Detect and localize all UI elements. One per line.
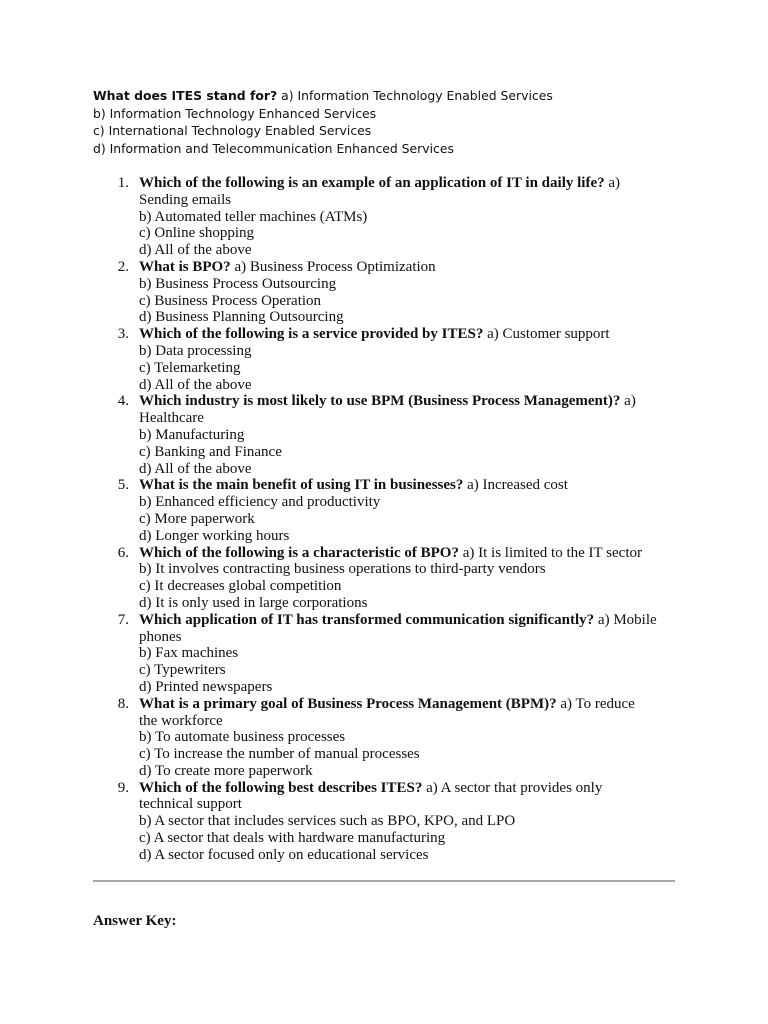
question-number: 9.: [117, 779, 129, 796]
question-item: [93, 175, 693, 259]
option-line: c) Telemarketing: [139, 359, 241, 376]
question-text: What is the main benefit of using IT in businesses?: [139, 477, 464, 494]
question-text: Which of the following is a characteristic of BPO?: [139, 544, 459, 561]
option-a: a) To reduce: [560, 695, 635, 712]
option-a: a) Customer support: [487, 326, 610, 343]
option-line: c) It decreases global competition: [139, 578, 342, 595]
question-number: 8.: [117, 695, 129, 712]
question-text: Which of the following best describes ITES?: [139, 779, 423, 796]
option-line: d) Business Planning Outsourcing: [139, 309, 344, 326]
option-line: b) Fax machines: [139, 645, 239, 662]
option-line: d) To create more paperwork: [139, 762, 313, 779]
question-number: 2.: [117, 258, 129, 275]
question-item: [93, 780, 693, 864]
question-list: [93, 175, 693, 864]
option-a: a) A sector that provides only: [426, 779, 603, 796]
option-line: the workforce: [139, 712, 223, 729]
option-line: b) Data processing: [139, 342, 252, 359]
question-first-line: [139, 545, 693, 562]
question-first-line: [139, 326, 693, 343]
option-line: d) Printed newspapers: [139, 678, 273, 695]
question-number: 4.: [117, 393, 129, 410]
option-line: d) All of the above: [139, 242, 252, 259]
option-line: b) Business Process Outsourcing: [139, 275, 337, 292]
option-line: c) More paperwork: [139, 510, 255, 527]
option-line: c) A sector that deals with hardware manufacturing: [139, 830, 446, 847]
intro-question: [93, 87, 693, 157]
option-line: b) A sector that includes services such as BPO, KPO, and LPO: [139, 813, 516, 830]
intro-option-b: b) Information Technology Enhanced Services: [93, 105, 377, 121]
option-line: c) To increase the number of manual processes: [139, 746, 420, 763]
question-text: Which of the following is an example of an application of IT in daily life?: [139, 175, 605, 191]
question-first-line: [139, 175, 693, 192]
horizontal-divider: [93, 880, 675, 882]
question-item: [93, 545, 693, 612]
question-first-line: [139, 612, 693, 629]
option-line: d) All of the above: [139, 460, 252, 477]
intro-question-text: What does ITES stand for?: [93, 88, 278, 103]
question-number: 5.: [117, 477, 129, 494]
answer-key-heading: Answer Key:: [93, 913, 177, 929]
option-line: c) Typewriters: [139, 662, 226, 679]
option-line: phones: [139, 628, 182, 645]
option-line: Sending emails: [139, 191, 232, 208]
option-a: a): [624, 393, 636, 410]
question-text: Which application of IT has transformed communication significantly?: [139, 611, 595, 628]
question-item: [93, 259, 693, 326]
option-line: c) Banking and Finance: [139, 443, 282, 460]
option-line: c) Business Process Operation: [139, 292, 322, 309]
option-line: d) Longer working hours: [139, 527, 290, 544]
option-line: b) It involves contracting business operations to third-party vendors: [139, 561, 546, 578]
option-line: Healthcare: [139, 410, 204, 427]
option-a: a) Increased cost: [467, 477, 568, 494]
option-a: a) Mobile: [597, 611, 657, 628]
question-number: 6.: [117, 544, 129, 561]
option-line: b) To automate business processes: [139, 729, 346, 746]
question-text: Which of the following is a service provided by ITES?: [139, 326, 484, 343]
option-line: b) Manufacturing: [139, 426, 245, 443]
question-number: 7.: [117, 611, 129, 628]
question-text: What is BPO?: [139, 258, 231, 275]
option-line: c) Online shopping: [139, 225, 254, 242]
option-a: a) Business Process Optimization: [234, 258, 436, 275]
question-first-line: [139, 393, 693, 410]
question-item: [93, 696, 693, 780]
option-line: b) Enhanced efficiency and productivity: [139, 494, 381, 511]
option-line: d) All of the above: [139, 376, 252, 393]
intro-option-c: c) International Technology Enabled Services: [93, 123, 372, 139]
question-item: [93, 612, 693, 696]
option-a: a) It is limited to the IT sector: [462, 544, 642, 561]
question-item: [93, 393, 693, 477]
question-text: What is a primary goal of Business Process Management (BPM)?: [139, 695, 557, 712]
option-line: technical support: [139, 796, 242, 813]
intro-option-d: d) Information and Telecommunication Enhanced Services: [93, 140, 454, 156]
question-first-line: [139, 696, 693, 713]
question-number: 3.: [117, 326, 129, 343]
question-first-line: [139, 780, 693, 797]
question-number: 1.: [117, 175, 129, 191]
option-line: d) It is only used in large corporations: [139, 594, 368, 611]
question-first-line: [139, 477, 693, 494]
intro-question-line: [93, 87, 693, 105]
question-first-line: [139, 259, 693, 276]
question-item: [93, 477, 693, 544]
option-a: a): [608, 175, 621, 191]
intro-option-a: a) Information Technology Enabled Services: [281, 88, 553, 103]
option-line: b) Automated teller machines (ATMs): [139, 208, 368, 225]
option-line: d) A sector focused only on educational services: [139, 846, 429, 863]
question-text: Which industry is most likely to use BPM (Business Process Management)?: [139, 393, 621, 410]
question-item: [93, 326, 693, 393]
